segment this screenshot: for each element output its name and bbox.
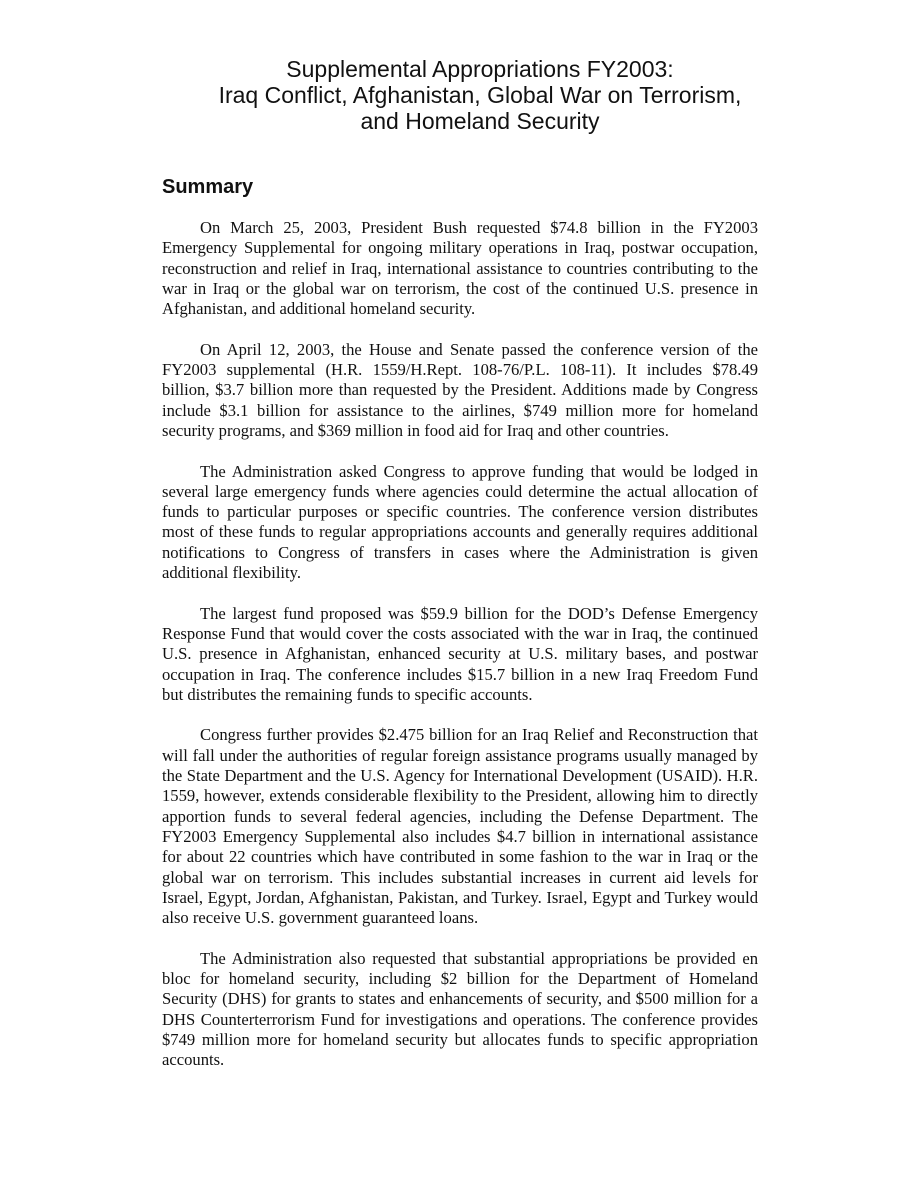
paragraph-5: Congress further provides $2.475 billion for an Iraq Relief and Reconstruction that will fall under the authorities of regular foreign assistance programs usually managed by the State Department and the U.S. Agency for International Development (USAID). H.R. 1559, however, extends considerable flexibility to the President, allowing him to directly apportion funds to several federal agencies, including the Defense Department. The FY2003 Emergency Supplemental also includes $4.7 billion in international assistance for about 22 countries which have contributed in some fashion to the war in Iraq or the global war on terrorism. This includes substantial increases in current aid levels for Israel, Egypt, Jordan, Afghanistan, Pakistan, and Turkey. Israel, Egypt and Turkey would also receive U.S. government guaranteed loans.: [162, 725, 758, 928]
paragraph-2: On April 12, 2003, the House and Senate passed the conference version of the FY2003 supplemental (H.R. 1559/H.Rept. 108-76/P.L. 108-11). It includes $78.49 billion, $3.7 billion more than requested by the President. Additions made by Congress include $3.1 billion for assistance to the airlines, $749 million more for homeland security programs, and $369 million in food aid for Iraq and other countries.: [162, 339, 758, 440]
paragraph-1: On March 25, 2003, President Bush requested $74.8 billion in the FY2003 Emergency Supplemental for ongoing military operations in Iraq, postwar occupation, reconstruction and relief in Iraq, international assistance to countries contributing to the war in Iraq or the global war on terrorism, the cost of the continued U.S. presence in Afghanistan, and additional homeland security.: [162, 218, 758, 319]
summary-body: [162, 218, 758, 1091]
document-title: [100, 56, 860, 134]
paragraph-4: The largest fund proposed was $59.9 billion for the DOD’s Defense Emergency Response Fund that would cover the costs associated with the war in Iraq, the continued U.S. presence in Afghanistan, enhanced security at U.S. military bases, and postwar occupation in Iraq. The conference includes $15.7 billion in a new Iraq Freedom Fund but distributes the remaining funds to specific accounts.: [162, 603, 758, 704]
paragraph-3: The Administration asked Congress to approve funding that would be lodged in several large emergency funds where agencies could determine the actual allocation of funds to particular purposes or specific countries. The conference version distributes most of these funds to regular appropriations accounts and generally requires additional notifications to Congress of transfers in cases where the Administration is given additional flexibility.: [162, 461, 758, 583]
title-line-3: and Homeland Security: [360, 108, 600, 134]
title-line-2: Iraq Conflict, Afghanistan, Global War on Terrorism,: [218, 82, 742, 108]
paragraph-6: The Administration also requested that substantial appropriations be provided en bloc for homeland security, including $2 billion for the Department of Homeland Security (DHS) for grants to states and enhancements of security, and $500 million for a DHS Counterterrorism Fund for investigations and operations. The conference provides $749 million more for homeland security but allocates funds to specific appropriation accounts.: [162, 948, 758, 1070]
section-heading-summary: Summary: [162, 176, 254, 198]
title-line-1: Supplemental Appropriations FY2003:: [286, 56, 674, 82]
